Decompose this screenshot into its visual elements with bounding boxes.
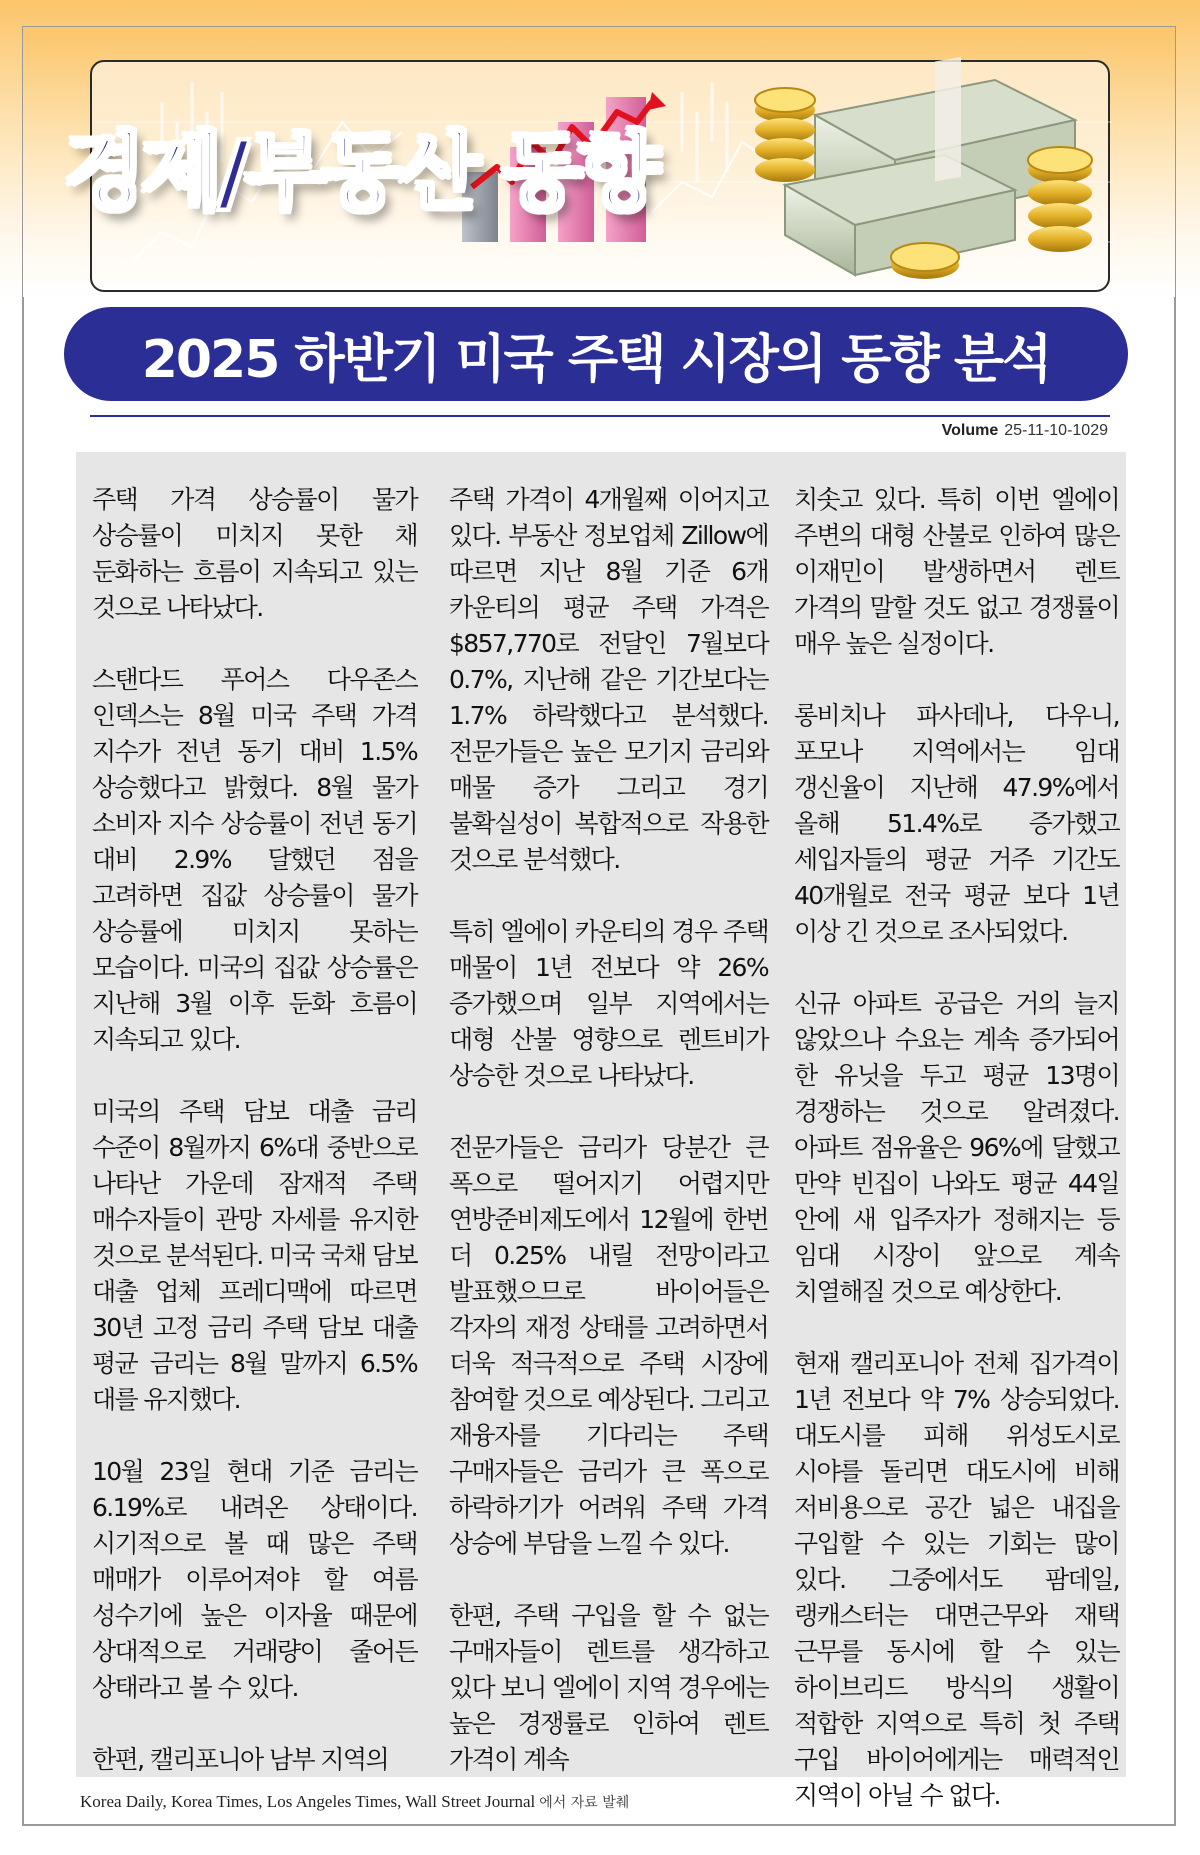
headline-banner xyxy=(64,307,1128,401)
source-publications: Korea Daily, Korea Times, Los Angeles Times, Wall Street Journal xyxy=(80,1792,536,1811)
volume-caption: Volume xyxy=(941,422,999,439)
paragraph: 롱비치나 파사데나, 다우니, 포모나 지역에서는 임대 갱신율이 지난해 47.9%에서 올해 51.4%로 증가했고 세입자들의 평균 거주 기간도 40개월로 전국 평균 보다 1년 이상 긴 것으로 조사되었다. xyxy=(794,701,1119,946)
paragraph: 미국의 주택 담보 대출 금리 수준이 8월까지 6%대 중반으로 나타난 가운데 잠재적 주택 매수자들이 관망 자세를 유지한 것으로 분석된다. 미국 국채 담보 대출 업체 프레디맥에 따르면 30년 고정 금리 주택 담보 대출 평균 금리는 8월 말까지 6.5%대를 유지했다. xyxy=(92,1097,417,1414)
paragraph: 10월 23일 현대 기준 금리는 6.19%로 내려온 상태이다. 시기적으로 볼 때 많은 주택 매매가 이루어져야 할 여름 성수기에 높은 이자율 때문에 상대적으로 거래량이 줄어든 상태라고 볼 수 있다. xyxy=(92,1457,417,1702)
paragraph: 전문가들은 금리가 당분간 큰 폭으로 떨어지기 어렵지만 연방준비제도에서 12월에 한번 더 0.25% 내릴 전망이라고 발표했으므로 바이어들은 각자의 재정 상태를 고려하면서 더욱 적극적으로 주택 시장에 참여할 것으로 예상된다. 그리고 재융자를 기다리는 주택 구매자들은 금리가 큰 폭으로 하락하기가 어려워 주택 가격 상승에 부담을 느낄 수 있다. xyxy=(449,1133,768,1558)
article-column-2 xyxy=(443,482,768,1777)
source-credit xyxy=(80,1792,629,1812)
divider-line xyxy=(90,415,1110,417)
section-title: 경제/부동산 동향 xyxy=(64,123,656,221)
paragraph: 주택 가격 상승률이 물가 상승률이 미치지 못한 채 둔화하는 흐름이 지속되고 있는 것으로 나타났다. xyxy=(92,485,417,622)
paragraph: 현재 캘리포니아 전체 집가격이 1년 전보다 약 7% 상승되었다. 대도시를 피해 위성도시로 시야를 돌리면 대도시에 비해 저비용으로 공간 넓은 내집을 구입할 수 있는 기회는 많이 있다. 그중에서도 팜데일, 랭캐스터는 대면근무와 재택 근무를 동시에 할 수 있는 하이브리드 방식의 생활이 적합한 지역으로 특히 첫 주택 구입 바이어에게는 매력적인 지역이 아닐 수 없다. xyxy=(794,1349,1119,1810)
paragraph: 한편, 캘리포니아 남부 지역의 xyxy=(92,1745,388,1774)
paragraph: 주택 가격이 4개월째 이어지고 있다. 부동산 정보업체 Zillow에 따르면 지난 8월 기준 6개 카운티의 평균 주택 가격은 $857,770로 전달인 7월보다 0.7%, 지난해 같은 기간보다는 1.7% 하락했다고 분석했다. 전문가들은 높은 모기지 금리와 매물 증가 그리고 경기 불확실성이 복합적으로 작용한 것으로 분석했다. xyxy=(449,485,768,874)
paragraph: 특히 엘에이 카운티의 경우 주택 매물이 1년 전보다 약 26% 증가했으며 일부 지역에서는 대형 산불 영향으로 렌트비가 상승한 것으로 나타났다. xyxy=(449,917,768,1090)
paragraph: 한편, 주택 구입을 할 수 없는 구매자들이 렌트를 생각하고 있다 보니 엘에이 지역 경우에는 높은 경쟁률로 인하여 렌트 가격이 계속 xyxy=(449,1601,768,1774)
article-column-1 xyxy=(92,482,417,1777)
paragraph: 치솟고 있다. 특히 이번 엘에이 주변의 대형 산불로 인하여 많은 이재민이 발생하면서 렌트 가격의 말할 것도 없고 경쟁률이 매우 높은 실정이다. xyxy=(794,485,1119,658)
money-stacks-and-coins-icon xyxy=(745,75,1125,290)
paragraph: 신규 아파트 공급은 거의 늘지 않았으나 수요는 계속 증가되어 한 유닛을 두고 평균 13명이 경쟁하는 것으로 알려졌다. 아파트 점유율은 96%에 달했고 만약 빈집이 나와도 평균 44일 안에 새 입주자가 정해지는 등 임대 시장이 앞으로 계속 치열해질 것으로 예상한다. xyxy=(794,989,1119,1306)
article-column-3 xyxy=(794,482,1119,1810)
volume-number: 25-11-10-1029 xyxy=(1004,422,1108,439)
source-note: 에서 자료 발췌 xyxy=(539,1795,630,1811)
volume-label xyxy=(942,422,1108,440)
paragraph: 스탠다드 푸어스 다우존스 인덱스는 8월 미국 주택 가격 지수가 전년 동기 대비 1.5% 상승했다고 밝혔다. 8월 물가 소비자 지수 상승률이 전년 동기 대비 2.9% 달했던 점을 고려하면 집값 상승률이 물가 상승률에 미치지 못하는 모습이다. 미국의 집값 상승률은 지난해 3월 이후 둔화 흐름이 지속되고 있다. xyxy=(92,665,417,1054)
headline-title: 2025 하반기 미국 주택 시장의 동향 분석 xyxy=(141,329,1051,390)
